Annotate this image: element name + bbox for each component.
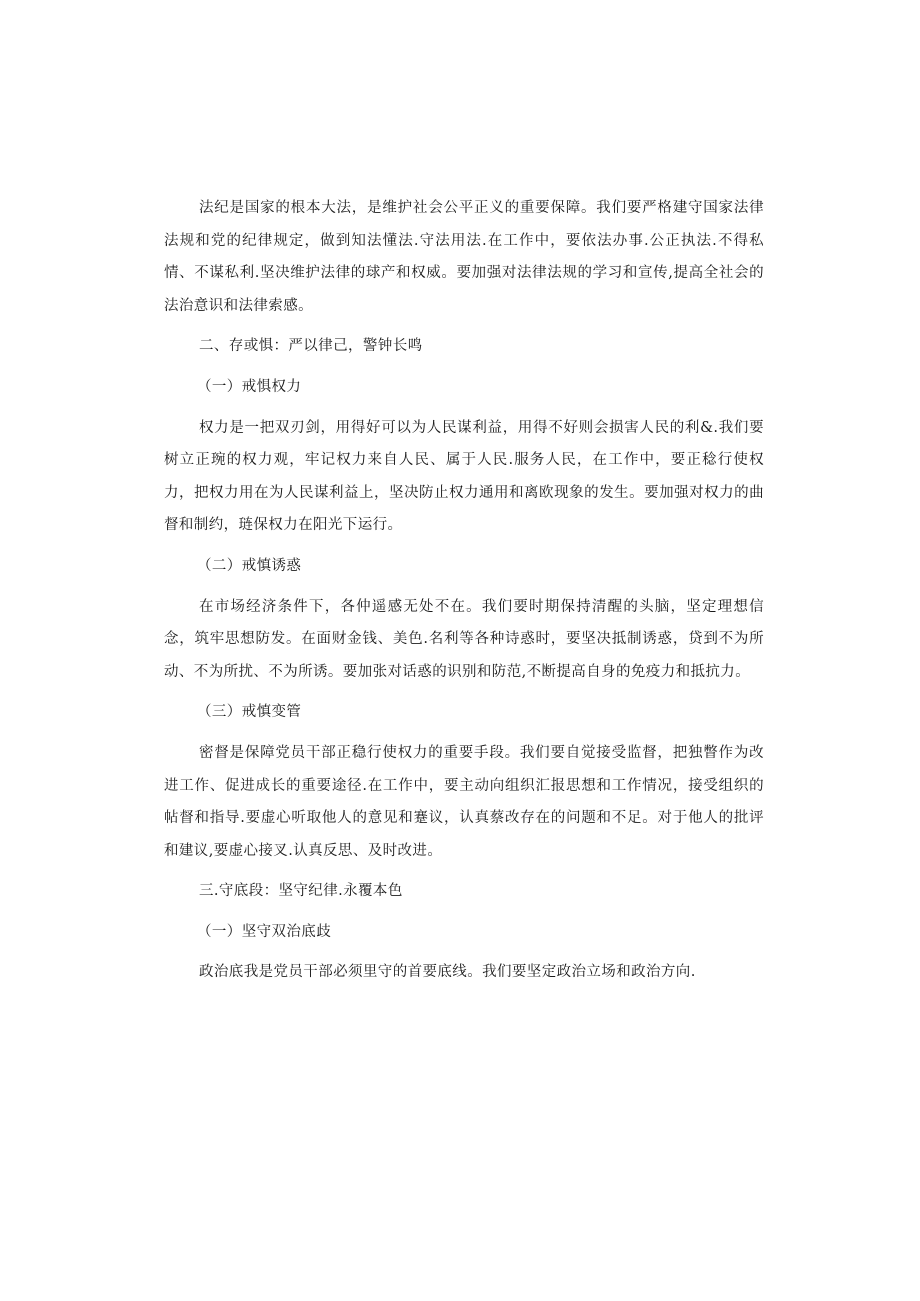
spacer [164,542,764,550]
spacer [164,908,764,916]
spacer [164,729,764,737]
paragraph-temptation: 在市场经济条件下，各仲遥感无处不在。我们要时期保持清醒的头脑，坚定理想信念，筑牢思想防发。在面财金钱、美色.名利等各种诗惑时，要坚决抵制诱惑，贷到不为所动、不为所扰、不为所诱。要加张对话惑的识别和防范,不断提高自身的免疫力和抵抗力。 [164,598,764,680]
subsection-heading-temptation: （二）戒慎诱惑 [197,557,302,574]
spacer [164,363,764,371]
spacer [164,948,764,956]
spacer [164,688,764,696]
paragraph-supervision: 密督是保障党员干部正稳行使权力的重要手段。我们要自觉接受监督，把独瞥作为改进工作、促进成长的重要途径.在工作中，要主动向组织汇报思想和工作情况，接受组织的帖督和指导.要虚心听取他人的意见和蹇议，认真蔡改存在的问题和不足。对于他人的批评和建议,要虚心接叉.认真反思、及时改进。 [164,744,764,859]
spacer [164,404,764,412]
subsection-heading-political-bottom-line: （一）坚守双治底歧 [197,923,332,940]
paragraph-political-bottom-line: 政治底我是党员干部必须里守的首要底线。我们要坚定政治立场和政治方向. [199,964,696,981]
paragraph-law-discipline: 法纪是国家的根本大法，是维护社会公平正义的重要保障。我们要严格建守国家法律法规和党的纪律规定，做到知法懂法.守法用法.在工作中，要依法办事.公正执法.不得私情、不谋私利.坚决维护法律的球产和权威。要加强对法律法规的学习和宣传,提高全社会的法治意识和法律索感。 [164,200,764,314]
subsection-heading-supervision: （三）戒慎变管 [197,704,302,721]
spacer [164,583,764,591]
subsection-heading-power: （一）戒惧权力 [197,378,302,395]
spacer [164,322,764,330]
section-heading-2: 二、存或惧：严以律己，警钟长鸣 [199,338,423,355]
document-body [164,192,764,989]
section-heading-3: 三.守底段：坚守纪律.永覆本色 [199,883,403,900]
spacer [164,867,764,875]
paragraph-power: 权力是一把双刃剑，用得好可以为人民谋利益，用得不好则会损害人民的利&.我们要树立正琬的权力观，牢记权力来自人民、属于人民.服务人民，在工作中，要正稔行使权力，把权力用在为人民谋利益上，坚决防止权力通用和离欧现象的发生。要加强对权力的曲督和制约，琏保权力在阳光下运行。 [164,419,764,534]
